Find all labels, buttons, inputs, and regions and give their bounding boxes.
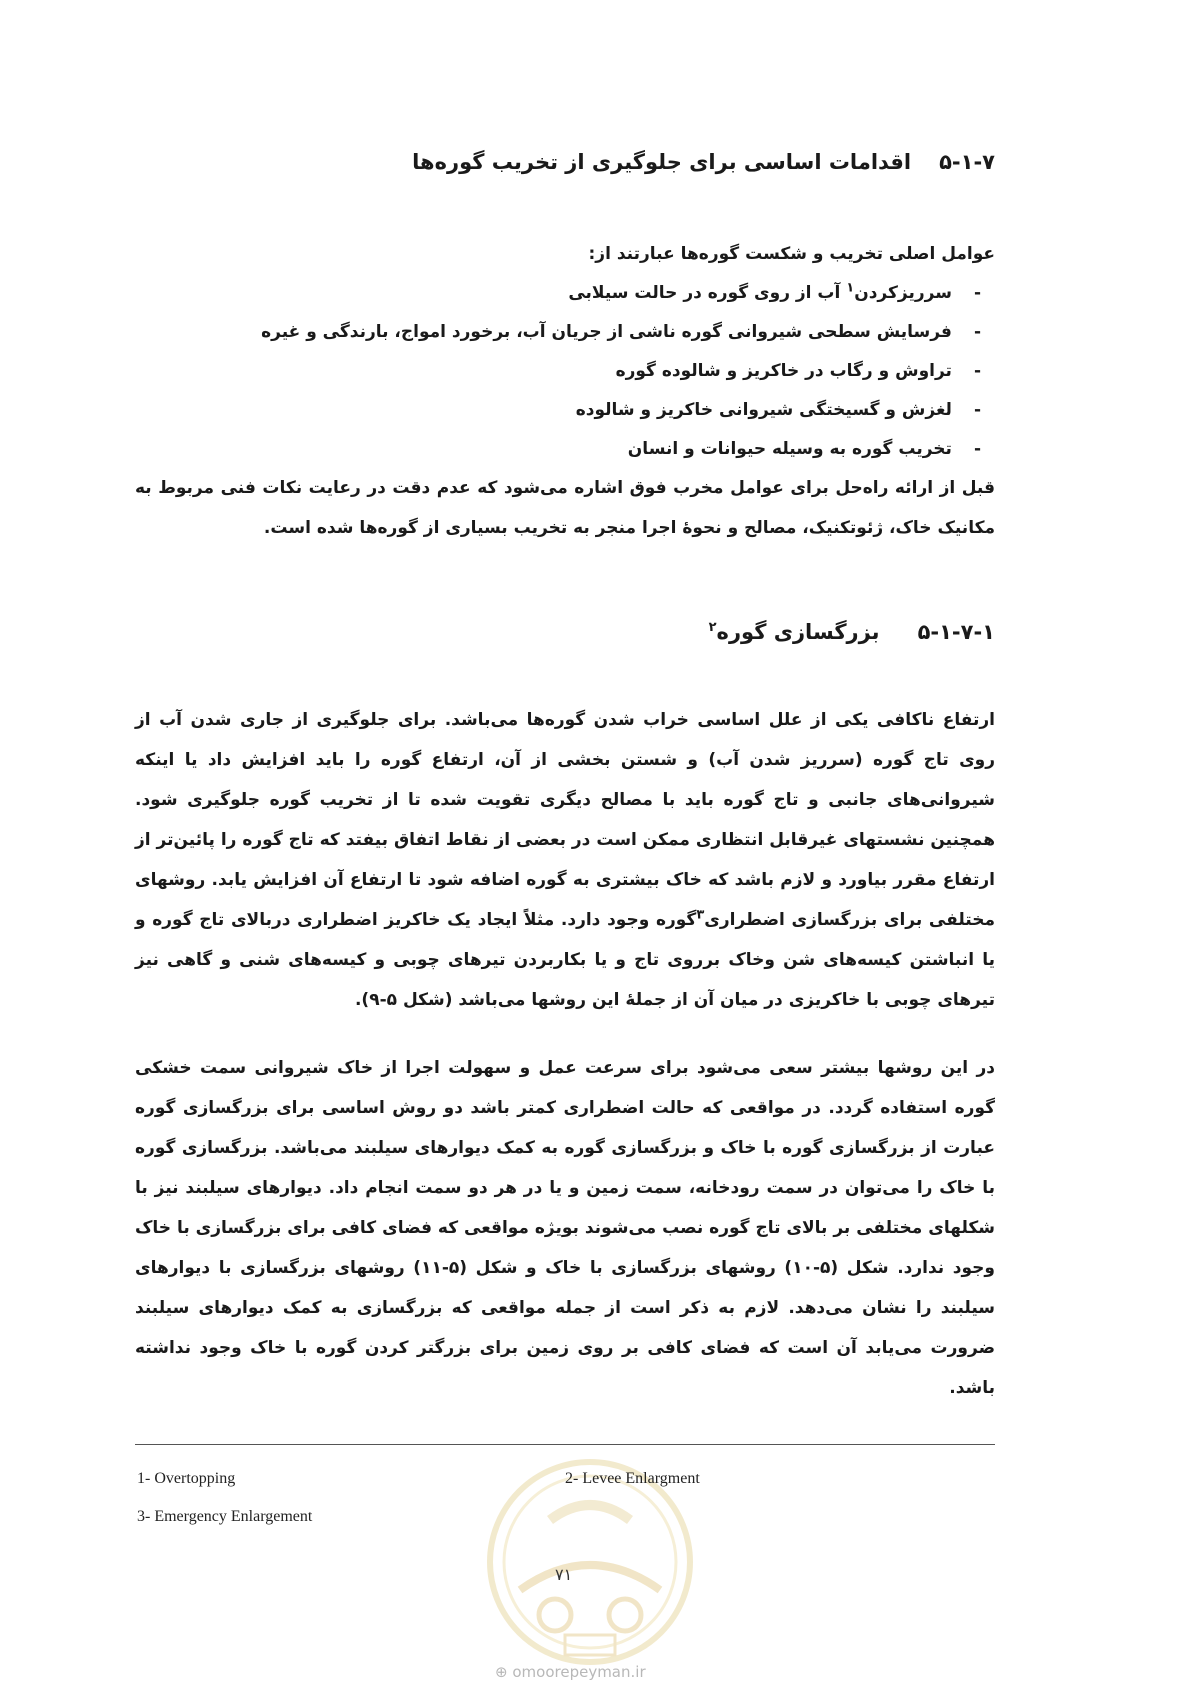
section-number: ۵-۱-۷: [939, 150, 995, 174]
footnote-marker: ۳: [696, 907, 705, 923]
bullet-dash: -: [973, 322, 981, 342]
footnote-marker: ۱: [846, 280, 855, 296]
watermark-globe-icon: ⊕: [495, 1663, 508, 1681]
footnote-divider: [135, 1444, 995, 1445]
list-item: -لغزش و گسیختگی شیروانی خاکریز و شالوده: [575, 400, 981, 420]
subsection-number: ۵-۱-۷-۱: [917, 620, 995, 644]
bullet-dash: -: [973, 400, 981, 420]
watermark-url: ⊕ omoorepeyman.ir: [495, 1663, 646, 1681]
subsection-title: بزرگسازی گوره: [716, 620, 880, 644]
list-item: -سرریزکردن$^۱$ آب از روی گوره در حالت سیلابی: [568, 280, 981, 303]
intro-lead: عوامل اصلی تخریب و شکست گوره‌ها عبارتند از:: [588, 244, 995, 264]
bullet-dash: -: [973, 439, 981, 459]
paragraph-b: ارتفاع ناکافی یکی از علل اساسی خراب شدن گوره‌ها می‌باشد. برای جلوگیری از جاری شدن آب از روی تاج گوره (سرریز شدن آب) و شستن بخشی از آن، ارتفاع گوره را باید افزایش داد یا اینکه شیروانی‌های جانبی و تاج گوره باید با مصالح دیگری تقویت شده تا از تخریب گوره جلوگیری شود. همچنین نشستهای غیرقابل انتظاری ممکن است در بعضی از نقاط اتفاق بیفتد که تاج گوره را پائین‌تر از ارتفاع مقرر بیاورد و لازم باشد که خاک بیشتری به گوره اضافه شود تا ارتفاع آن افزایش یابد. روشهای مختلفی برای بزرگسازی اضطراری$^۳$گوره وجود دارد. مثلاً ایجاد یک خاکریز اضطراری دربالای تاج گوره و یا انباشتن کیسه‌های شن وخاک برروی تاج و یا بکاربردن تیرهای چوبی و کیسه‌های شنی و گاهی نیز تیرهای چوبی با خاکریزی در میان آن از جملهٔ این روشها می‌باشد (شکل ۵-۹).: [135, 710, 996, 1010]
subsection-heading: [709, 620, 995, 644]
footnote-1: 1- Overtopping: [137, 1470, 236, 1487]
bullet-dash: -: [973, 283, 981, 303]
list-item: -تخریب گوره به وسیله حیوانات و انسان: [627, 439, 981, 459]
paragraph-c: در این روشها بیشتر سعی می‌شود برای سرعت عمل و سهولت اجرا از خاک شیروانی سمت خشکی گوره استفاده گردد. در مواقعی که حالت اضطراری کمتر باشد دو روش اساسی برای بزرگسازی گوره عبارت از بزرگسازی گوره با خاک و بزرگسازی گوره به کمک دیوارهای سیلبند می‌باشد. بزرگسازی گوره با خاک را می‌توان در سمت رودخانه، سمت زمین و یا در هر دو سمت انجام داد. دیوارهای سیلبند نیز با شکلهای مختلفی بر بالای تاج گوره نصب می‌شوند بویژه مواقعی که فضای کافی برای بزرگسازی با خاک وجود ندارد. شکل (۵-۱۰) روشهای بزرگسازی با خاک و شکل (۵-۱۱) روشهای بزرگسازی با دیوارهای سیلبند را نشان می‌دهد. لازم به ذکر است از جمله مواقعی که بزرگسازی به کمک دیوارهای سیلبند ضرورت می‌یابد آن است که فضای کافی بر روی زمین برای بزرگتر کردن گوره با خاک وجود نداشته باشد.: [135, 1058, 996, 1398]
section-heading: [412, 150, 995, 174]
footnote-marker: ۲: [708, 620, 717, 635]
page-number: ۷۱: [555, 1565, 573, 1584]
intro-block: [175, 235, 995, 469]
footnote-2: 2- Levee Enlargment: [565, 1470, 700, 1487]
footnote-3: 3- Emergency Enlargement: [137, 1508, 313, 1525]
paragraph-a: قبل از ارائه راه‌حل برای عوامل مخرب فوق اشاره می‌شود که عدم دقت در رعایت نکات فنی مربوط به مکانیک خاک، ژئوتکنیک، مصالح و نحوهٔ اجرا منجر به تخریب بسیاری از گوره‌ها شده است.: [135, 478, 995, 538]
list-item: -تراوش و رگاب در خاکریز و شالوده گوره: [615, 361, 981, 381]
bullet-dash: -: [973, 361, 981, 381]
section-title: اقدامات اساسی برای جلوگیری از تخریب گوره‌ها: [412, 150, 912, 174]
cause-list: [175, 274, 995, 469]
list-item: -فرسایش سطحی شیروانی گوره ناشی از جریان آب، برخورد امواج، بارندگی و غیره: [261, 322, 981, 342]
